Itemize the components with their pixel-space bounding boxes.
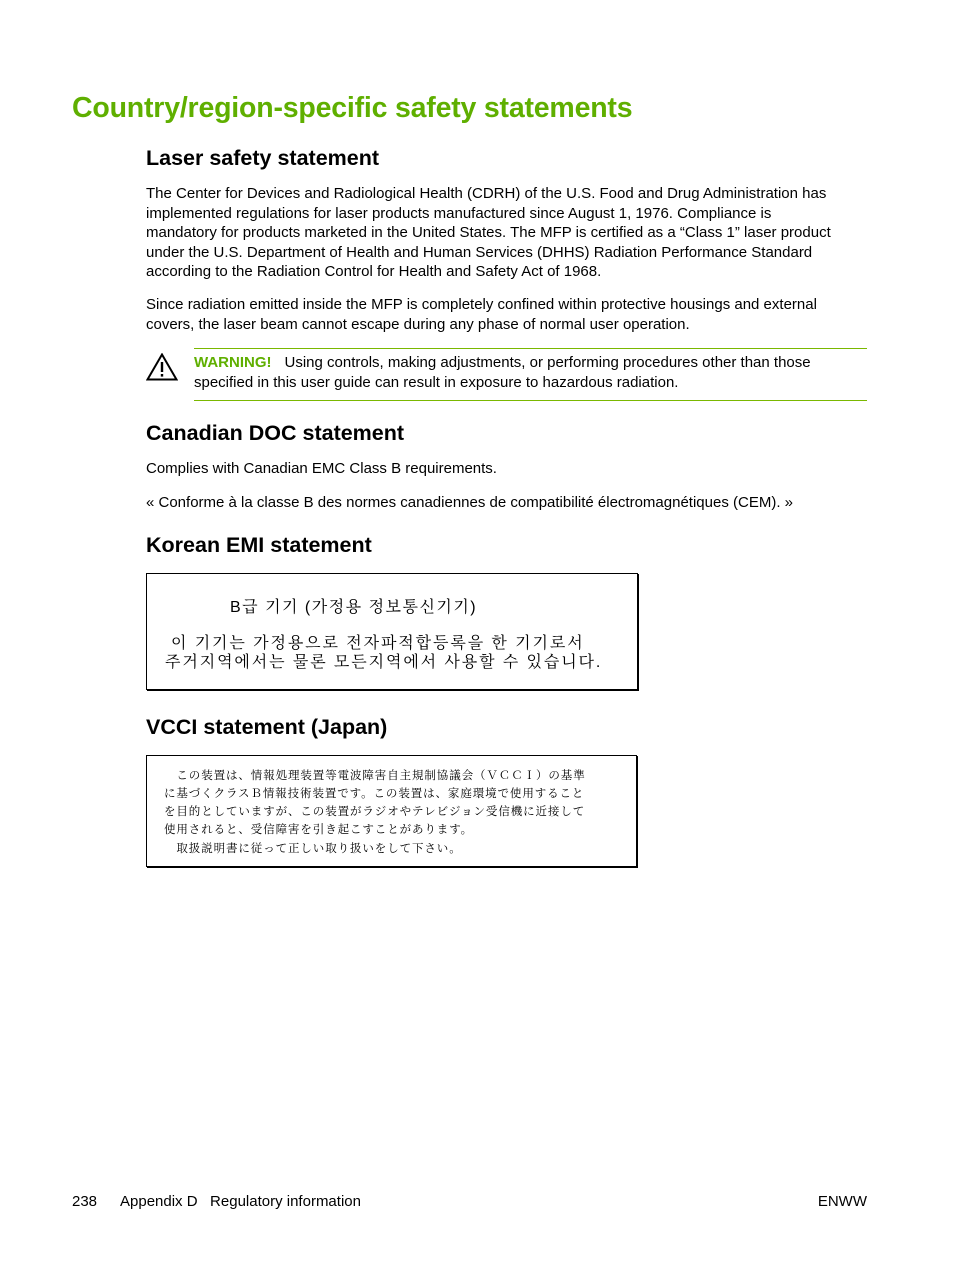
text-line: The Center for Devices and Radiological Health (CDRH) of the U.S. Food and Drug Administration has (146, 185, 827, 202)
warning-line-1: Using controls, making adjustments, or performing procedures other than those (284, 354, 811, 371)
korean-emi-heading: Korean EMI statement (146, 533, 372, 557)
footer-page-number: 238 (72, 1193, 98, 1210)
vcci-line: に基づくクラスＢ情報技術装置です。この装置は、家庭環境で使用すること (164, 788, 585, 800)
warning-line-2: specified in this user guide can result in exposure to hazardous radiation. (194, 374, 679, 391)
text-line: Since radiation emitted inside the MFP is completely confined within protective housings and external (146, 296, 817, 313)
text-line: implemented regulations for laser products manufactured since August 1, 1976. Compliance is (146, 204, 772, 222)
vcci-image-box (146, 755, 637, 867)
warning-text (194, 353, 867, 393)
vcci-line: 取扱説明書に従って正しい取り扱いをして下さい。 (164, 843, 462, 855)
vcci-line: 使用されると、受信障害を引き起こすことがあります。 (164, 824, 474, 836)
footer-section-title: Appendix D Regulatory information (120, 1193, 361, 1210)
text-line: « Conforme à la classe B des normes canadiennes de compatibilité électromagnétiques (CEM). » (146, 494, 793, 511)
korean-box-title: B급 기기 (가정용 정보통신기기) (230, 599, 478, 616)
text-line: covers, the laser beam cannot escape during any phase of normal user operation. (146, 315, 690, 333)
laser-safety-heading: Laser safety statement (146, 146, 380, 170)
text-line: according to the Radiation Control for Health and Safety Act of 1968. (146, 263, 602, 280)
canadian-doc-paragraph-2 (146, 493, 868, 513)
vcci-line: を目的としていますが、この装置がラジオやテレビジョン受信機に近接して (164, 806, 586, 818)
korean-line-2: 주거지역에서는 물론 모든지역에서 사용할 수 있습니다. (165, 654, 603, 671)
text-line: under the U.S. Department of Health and Human Services (DHHS) Radiation Performance Standard (146, 243, 813, 261)
vcci-section (146, 715, 868, 740)
text-line: Complies with Canadian EMC Class B requirements. (146, 460, 497, 477)
footer-locale: ENWW (817, 1193, 867, 1210)
korean-emi-section (146, 533, 868, 558)
warning-callout (146, 348, 868, 401)
warning-triangle-icon (146, 353, 178, 381)
korean-line-1: 이 기기는 가정용으로 전자파적합등록을 한 기기로서 (171, 635, 585, 652)
laser-safety-paragraph-1 (146, 184, 868, 282)
canadian-doc-heading: Canadian DOC statement (146, 421, 405, 445)
warning-box (194, 348, 867, 401)
vcci-heading: VCCI statement (Japan) (146, 715, 388, 739)
vcci-line: この装置は、情報処理装置等電波障害自主規制協議会（ＶＣＣＩ）の基準 (164, 770, 586, 782)
warning-label: WARNING! (194, 354, 272, 371)
korean-emi-image-box (146, 573, 638, 690)
canadian-doc-paragraph-1 (146, 459, 868, 479)
text-line: mandatory for products marketed in the United States. The MFP is certified as a “Class 1” laser product (146, 224, 831, 241)
canadian-doc-section (146, 421, 868, 446)
laser-safety-section (146, 146, 868, 171)
laser-safety-paragraph-2 (146, 295, 868, 334)
page-title: Country/region-specific safety statements (72, 92, 633, 124)
